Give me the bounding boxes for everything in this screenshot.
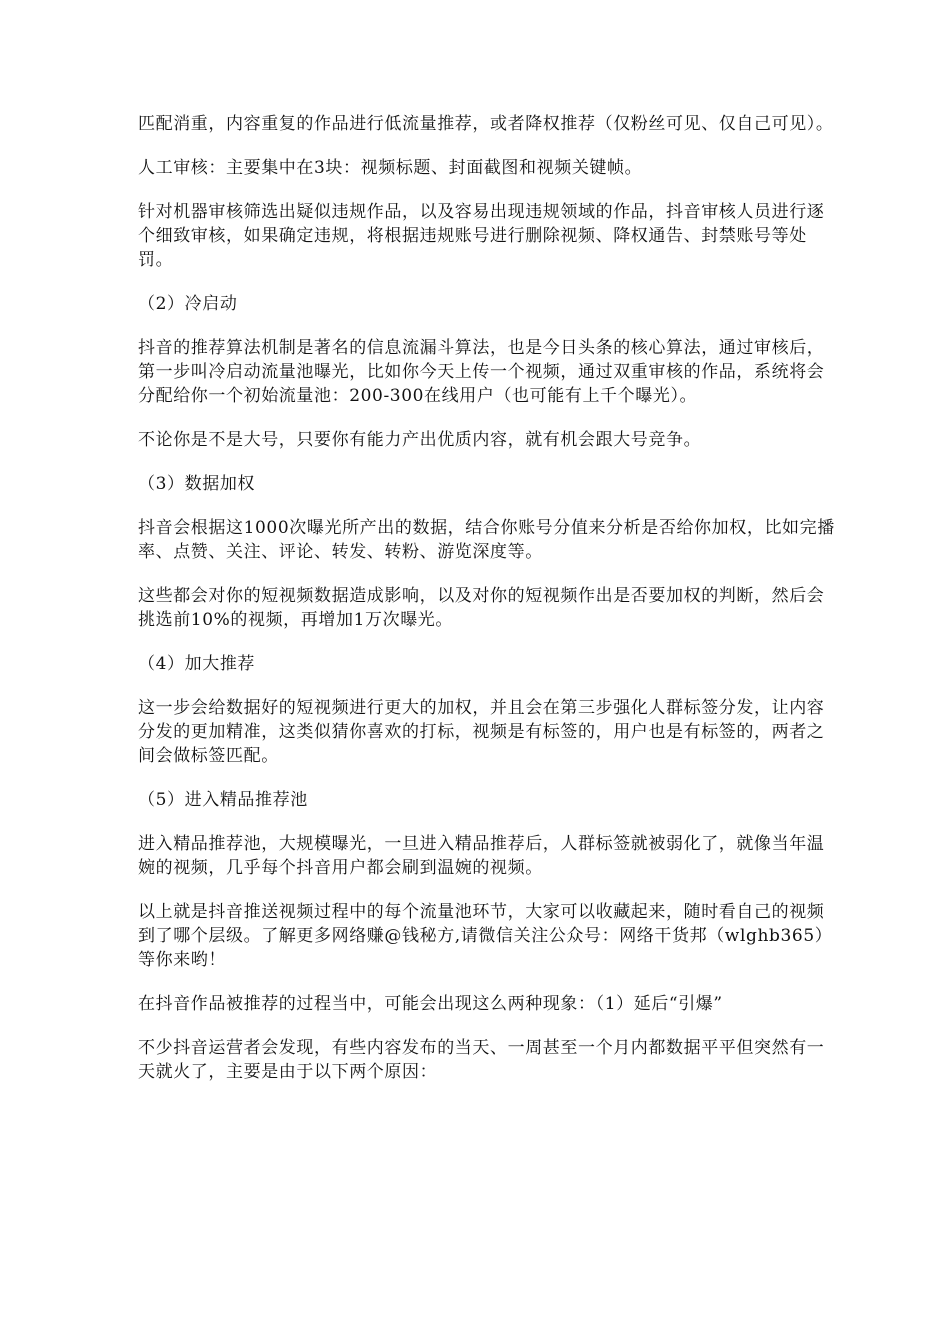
paragraph-premium-pool: 进入精品推荐池，大规模曝光，一旦进入精品推荐后，人群标签就被弱化了，就像当年温婉的视频，几乎每个抖音用户都会刷到温婉的视频。 xyxy=(138,834,825,878)
paragraph-review-detail: 针对机器审核筛选出疑似违规作品，以及容易出现违规领域的作品，抖音审核人员进行逐个细致审核，如果确定违规，将根据违规账号进行删除视频、降权通告、封禁账号等处罚。 xyxy=(138,202,825,270)
paragraph-summary: 以上就是抖音推送视频过程中的每个流量池环节，大家可以收藏起来，随时看自己的视频到了哪个层级。了解更多网络赚@钱秘方,请微信关注公众号：网络干货邦（wlghb365）等你来哟！ xyxy=(138,902,833,970)
paragraph-big-account: 不论你是不是大号，只要你有能力产出优质内容，就有机会跟大号竞争。 xyxy=(138,430,702,450)
heading-boost-recommend: （4）加大推荐 xyxy=(138,654,256,674)
document-body xyxy=(138,112,838,1104)
paragraph-boost-recommend: 这一步会给数据好的短视频进行更大的加权，并且会在第三步强化人群标签分发，让内容分发的更加精准，这类似猜你喜欢的打标，视频是有标签的，用户也是有标签的，两者之间会做标签匹配。 xyxy=(138,698,825,766)
paragraph-manual-review: 人工审核：主要集中在3块：视频标题、封面截图和视频关键帧。 xyxy=(138,158,643,178)
paragraph-phenomena: 在抖音作品被推荐的过程当中，可能会出现这么两种现象：（1）延后“引爆” xyxy=(138,994,723,1014)
paragraph-data-weighting: 抖音会根据这1000次曝光所产出的数据，结合你账号分值来分析是否给你加权，比如完播率、点赞、关注、评论、转发、转粉、游览深度等。 xyxy=(138,518,835,562)
heading-data-weighting: （3）数据加权 xyxy=(138,474,256,494)
paragraph-delayed-viral: 不少抖音运营者会发现，有些内容发布的当天、一周甚至一个月内都数据平平但突然有一天就火了，主要是由于以下两个原因： xyxy=(138,1038,825,1082)
paragraph-cold-start: 抖音的推荐算法机制是著名的信息流漏斗算法，也是今日头条的核心算法，通过审核后，第一步叫冷启动流量池曝光，比如你今天上传一个视频，通过双重审核的作品，系统将会分配给你一个初始流量池：200-300在线用户（也可能有上千个曝光）。 xyxy=(138,338,825,406)
paragraph-top-ten-percent: 这些都会对你的短视频数据造成影响，以及对你的短视频作出是否要加权的判断，然后会挑选前10%的视频，再增加1万次曝光。 xyxy=(138,586,825,630)
heading-cold-start: （2）冷启动 xyxy=(138,294,238,314)
paragraph-dedup: 匹配消重，内容重复的作品进行低流量推荐，或者降权推荐（仅粉丝可见、仅自己可见）。 xyxy=(138,114,834,134)
heading-premium-pool: （5）进入精品推荐池 xyxy=(138,790,308,810)
